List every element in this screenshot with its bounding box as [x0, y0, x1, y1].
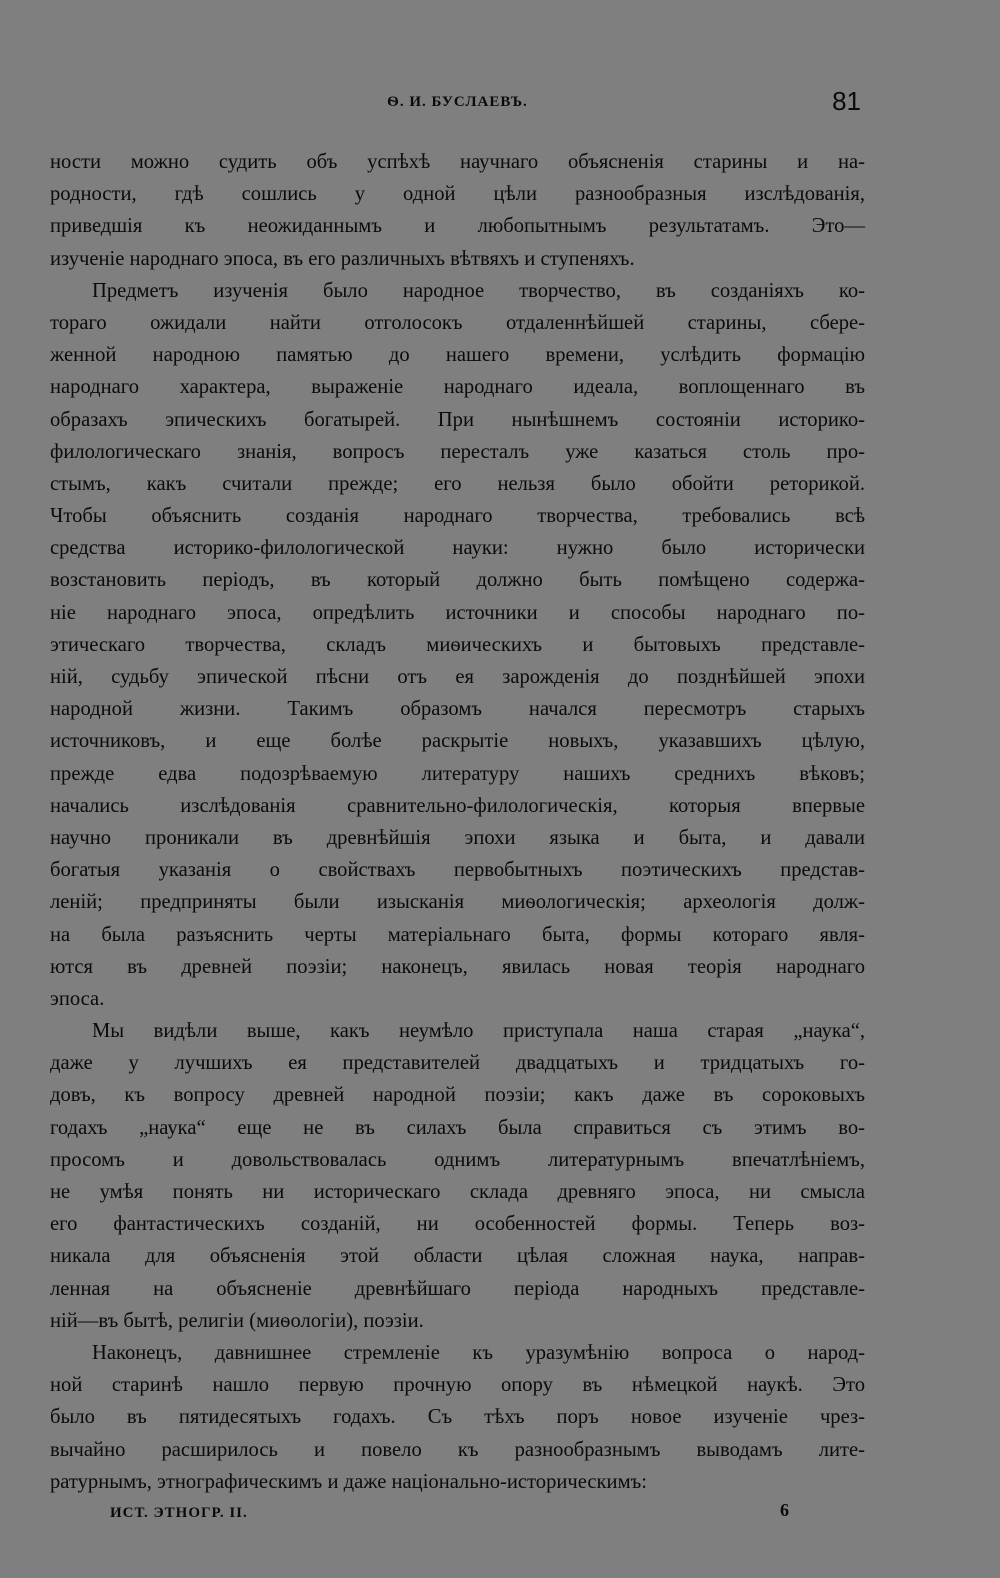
text-line: начались изслѣдованія сравнительно-филологическія, которыя впервые: [50, 794, 865, 817]
text-line: народнаго характера, выраженіе народнаго идеала, воплощеннаго въ: [50, 376, 865, 399]
text-line: леній; предприняты были изысканія миѳологическія; археологія долж-: [50, 891, 865, 914]
text-line: вычайно расширилось и повело къ разнообразнымъ выводамъ лите-: [50, 1438, 865, 1461]
text-line: филологическаго знанія, вопросъ пересталъ уже казаться столь про-: [50, 440, 865, 463]
page-header: [50, 82, 865, 122]
text-line: ратурнымъ, этнографическимъ и даже національно-историческимъ:: [50, 1470, 647, 1493]
text-line: народной жизни. Такимъ образомъ начался пересмотръ старыхъ: [50, 698, 865, 721]
page-footer: [110, 1500, 810, 1530]
paragraph: [50, 275, 865, 1015]
text-line: средства историко-филологической науки: нужно было исторически: [50, 537, 865, 560]
text-line: Предметъ изученія было народное творчество, въ созданіяхъ ко-: [92, 279, 865, 302]
sheet-number: 6: [780, 1500, 789, 1520]
text-line: не умѣя понять ни историческаго склада древняго эпоса, ни смысла: [50, 1181, 865, 1203]
text-line: богатыя указанія о свойствахъ первобытныхъ поэтическихъ представ-: [50, 859, 865, 882]
text-line: изученіе народнаго эпоса, въ его различныхъ вѣтвяхъ и ступеняхъ.: [50, 247, 635, 270]
paragraph: [50, 1015, 865, 1337]
text-line: просомъ и довольствовалась однимъ литературнымъ впечатлѣніемъ,: [50, 1148, 865, 1171]
printer-signature: ИСТ. ЭТНОГР. II.: [110, 1505, 248, 1521]
text-line: ленная на объясненіе древнѣйшаго періода народныхъ представле-: [50, 1277, 865, 1300]
text-line: женной народною памятью до нашего времени, услѣдить формацію: [50, 344, 865, 367]
body-text: [50, 146, 865, 1498]
paragraph: [50, 146, 865, 275]
text-line: ности можно судить объ успѣхѣ научнаго объясненія старины и на-: [50, 151, 865, 173]
text-line: ются въ древней поэзіи; наконецъ, явилась новая теорія народнаго: [50, 955, 865, 978]
text-line: было въ пятидесятыхъ годахъ. Съ тѣхъ поръ новое изученіе чрез-: [50, 1406, 865, 1429]
text-line: возстановить періодъ, въ который должно быть помѣщено содержа-: [50, 569, 865, 592]
text-line: тораго ожидали найти отголосокъ отдаленнѣйшей старины, сбере-: [50, 311, 865, 334]
text-line: даже у лучшихъ ея представителей двадцатыхъ и тридцатыхъ го-: [50, 1052, 865, 1075]
text-line: Чтобы объяснить созданія народнаго творчества, требовались всѣ: [50, 505, 865, 528]
text-line: ніе народнаго эпоса, опредѣлить источники и способы народнаго по-: [50, 601, 865, 624]
text-line: годахъ „наука“ еще не въ силахъ была справиться съ этимъ во-: [50, 1116, 865, 1139]
running-title: Ѳ. И. БУСЛАЕВЪ.: [387, 94, 528, 110]
text-line: родности, гдѣ сошлись у одной цѣли разнообразныя изслѣдованія,: [50, 183, 865, 206]
text-line: Наконецъ, давнишнее стремленіе къ уразумѣнію вопроса о народ-: [92, 1341, 865, 1364]
text-line: приведшія къ неожиданнымъ и любопытнымъ результатамъ. Это—: [50, 215, 865, 238]
text-line: образахъ эпическихъ богатырей. При нынѣшнемъ состояніи историко-: [50, 408, 865, 431]
text-line: ной старинѣ нашло первую прочную опору въ нѣмецкой наукѣ. Это: [50, 1374, 865, 1397]
text-line: Мы видѣли выше, какъ неумѣло приступала наша старая „наука“,: [92, 1020, 865, 1043]
text-line: этическаго творчества, складъ миѳическихъ и бытовыхъ представле-: [50, 633, 865, 656]
text-line: ній, судьбу эпической пѣсни отъ ея зарожденія до позднѣйшей эпохи: [50, 666, 865, 688]
text-line: эпоса.: [50, 987, 105, 1010]
text-line: его фантастическихъ созданій, ни особенностей формы. Теперь воз-: [50, 1213, 865, 1236]
text-line: никала для объясненія этой области цѣлая сложная наука, направ-: [50, 1245, 865, 1268]
text-line: на была разъяснить черты матеріальнаго быта, формы котораго явля-: [50, 923, 865, 946]
text-line: прежде едва подозрѣваемую литературу нашихъ среднихъ вѣковъ;: [50, 762, 865, 785]
page-number: 81: [832, 86, 861, 116]
text-line: довъ, къ вопросу древней народной поэзіи; какъ даже въ сороковыхъ: [50, 1084, 865, 1107]
text-line: ній—въ бытѣ, религіи (миѳологіи), поэзіи.: [50, 1309, 424, 1332]
text-line: стымъ, какъ считали прежде; его нельзя было обойти реторикой.: [50, 472, 865, 495]
text-line: источниковъ, и еще болѣе раскрытіе новыхъ, указавшихъ цѣлую,: [50, 730, 865, 753]
paragraph: [50, 1337, 865, 1498]
text-line: научно проникали въ древнѣйшія эпохи языка и быта, и давали: [50, 826, 865, 849]
